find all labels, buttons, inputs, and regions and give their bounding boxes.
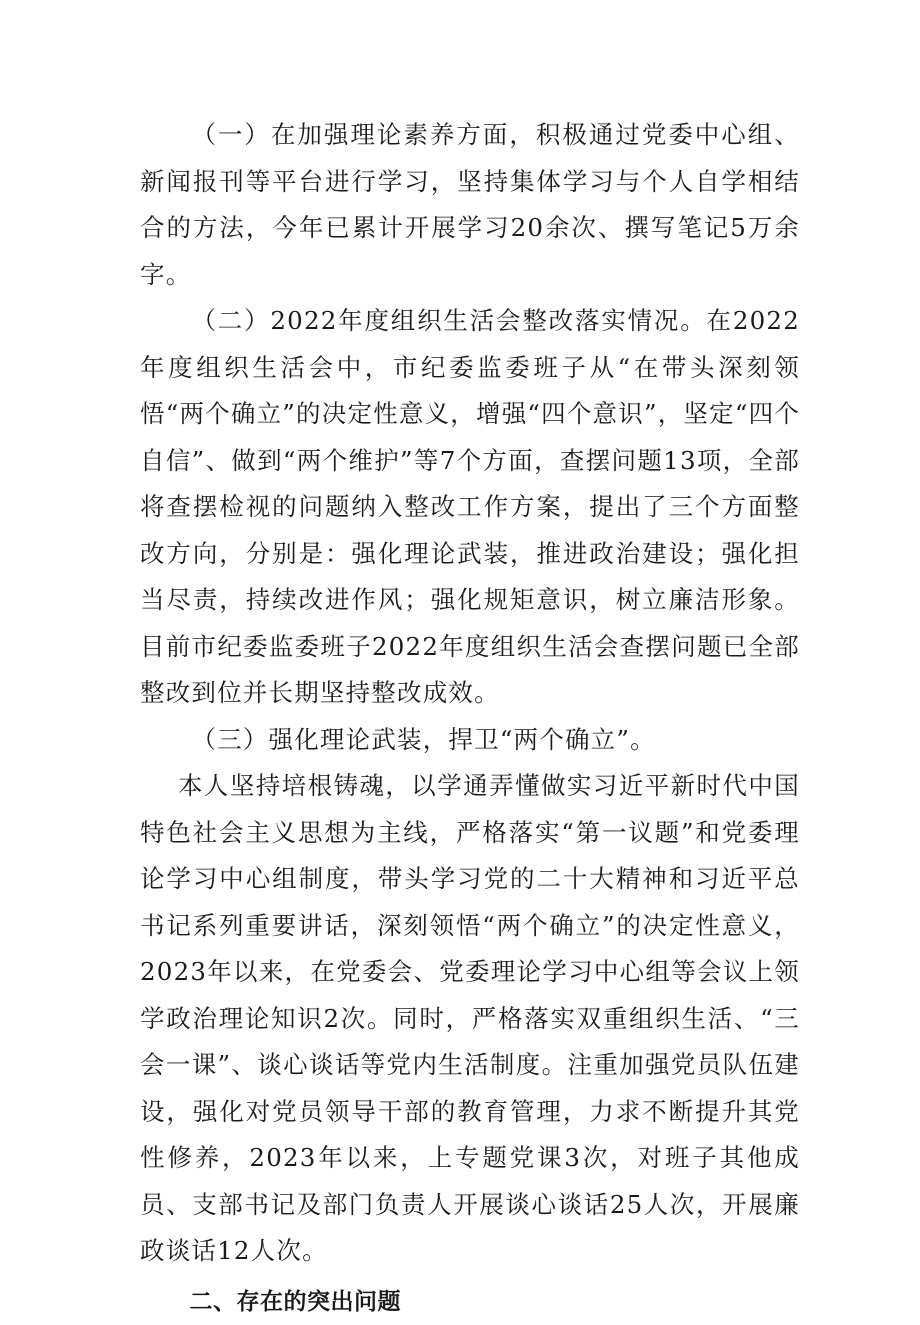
paragraph-theory-study: （一）在加强理论素养方面，积极通过党委中心组、新闻报刊等平台进行学习，坚持集体学习与个人自学相结合的方法，今年已累计开展学习20余次、撰写笔记5万余字。 bbox=[140, 120, 800, 289]
paragraph-rectification-status: （二）2022年度组织生活会整改落实情况。在2022年度组织生活会中，市纪委监委班子从“在带头深刻领悟“两个确立”的决定性意义，增强“四个意识”，坚定“四个自信”、做到“两个维护”等7个方面，查摆问题13项，全部将查摆检视的问题纳入整改工作方案，提出了三个方面整改方向，分别是：强化理论武装，推进政治建设；强化担当尽责，持续改进作风；强化规矩意识，树立廉洁形象。目前市纪委监委班子2022年度组织生活会查摆问题已全部整改到位并长期坚持整改成效。 bbox=[140, 306, 800, 707]
section-heading-problems: 二、存在的突出问题 bbox=[189, 1288, 401, 1315]
paragraph-personal-practice: 本人坚持培根铸魂，以学通弄懂做实习近平新时代中国特色社会主义思想为主线，严格落实“第一议题”和党委理论学习中心组制度，带头学习党的二十大精神和习近平总书记系列重要讲话，深刻领悟“两个确立”的决定性意义，2023年以来，在党委会、党委理论学习中心组等会议上领学政治理论知识2次。同时，严格落实双重组织生活、“三会一课”、谈心谈话等党内生活制度。注重加强党员队伍建设，强化对党员领导干部的教育管理，力求不断提升其党性修养，2023年以来，上专题党课3次，对班子其他成员、支部书记及部门负责人开展谈心谈话25人次，开展廉政谈话12人次。 bbox=[140, 771, 800, 1265]
paragraph-strengthen-theory-heading: （三）强化理论武装，捍卫“两个确立”。 bbox=[191, 724, 656, 754]
document-page bbox=[140, 112, 800, 1325]
